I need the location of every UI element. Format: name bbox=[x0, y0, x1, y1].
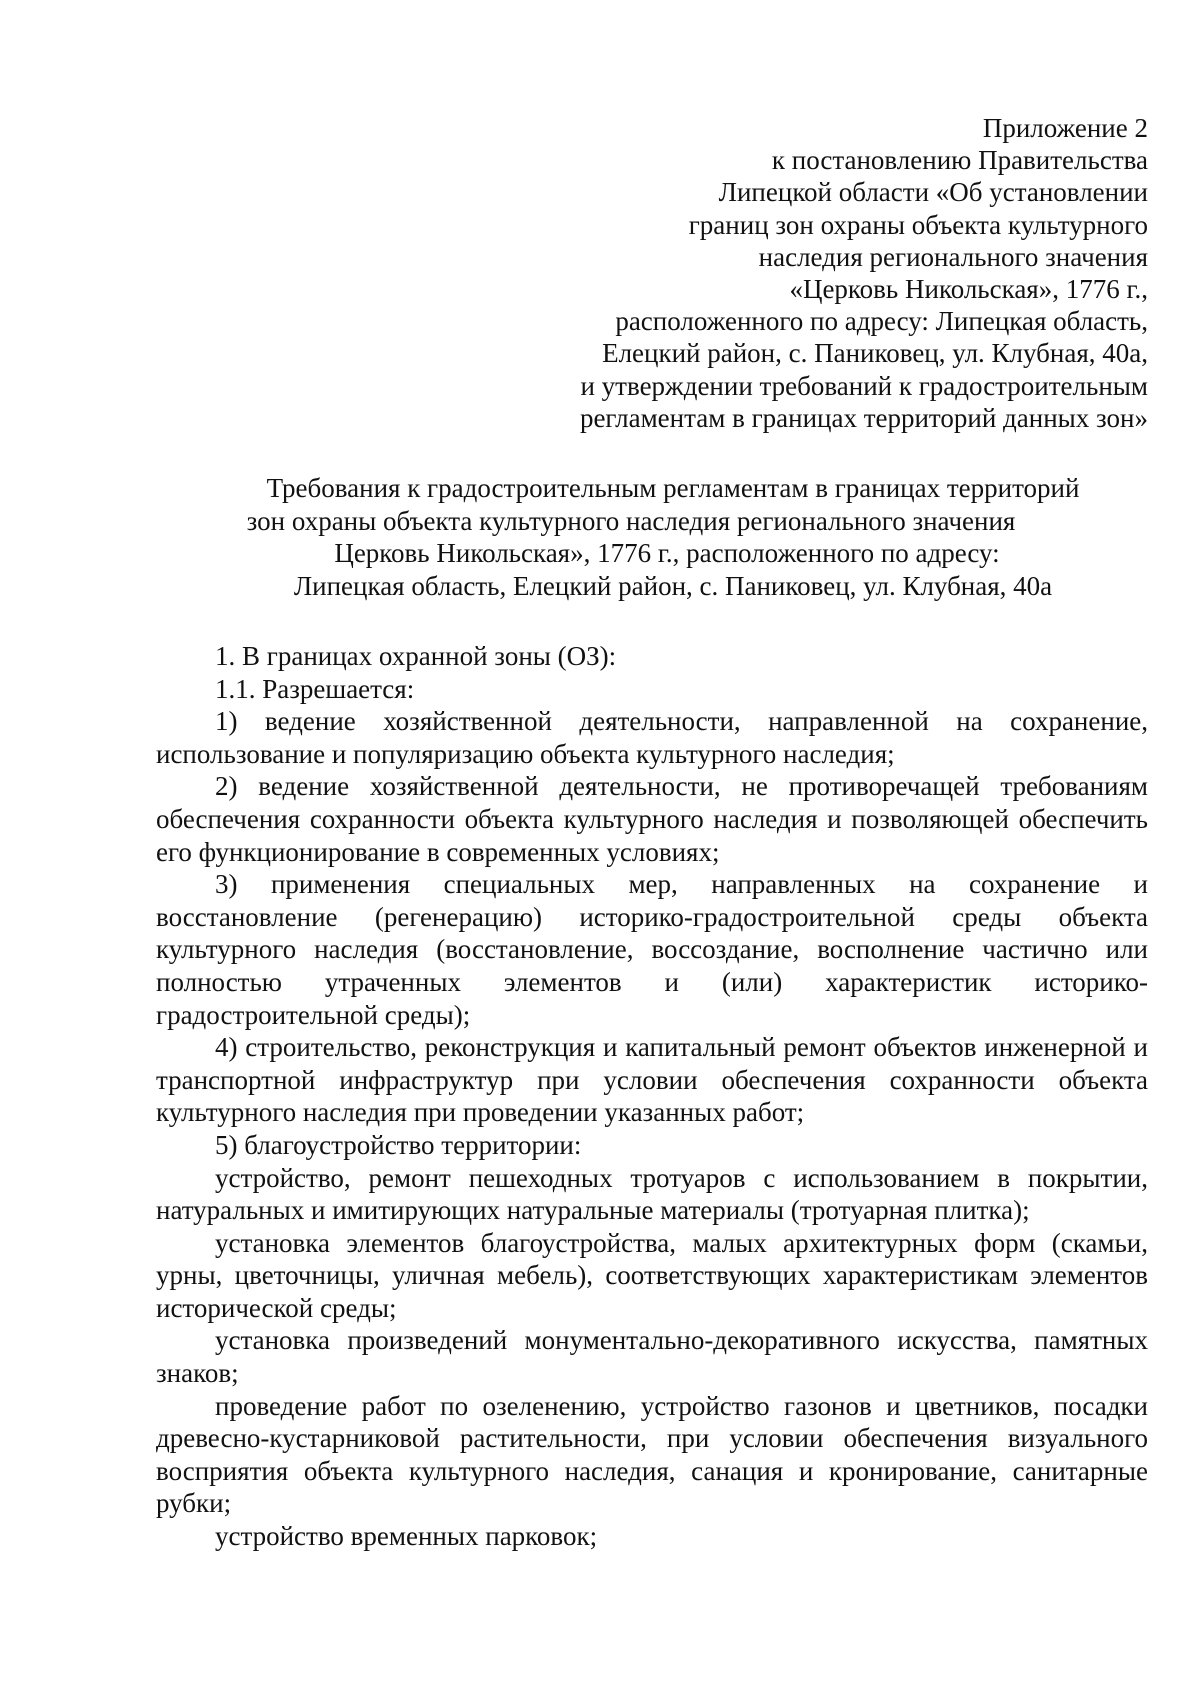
list-item-3: 3) применения специальных мер, направленных на сохранение и восстановление (регенерацию) историко-градостроительной среды объекта культурного наследия (восстановление, воссоздание, восполнение частично или полностью утраченных элементов и (или) характеристик историко-градостроительной среды); bbox=[156, 869, 1148, 1030]
list-item-4: 4) строительство, реконструкция и капитальный ремонт объектов инженерной и транспортной инфраструктур при условии обеспечения сохранности объекта культурного наследия при проведении указанных работ; bbox=[156, 1032, 1148, 1128]
appendix-header-line: расположенного по адресу: Липецкая область, bbox=[615, 306, 1148, 337]
appendix-header-line: Приложение 2 bbox=[982, 113, 1148, 143]
document-title-line: зон охраны объекта культурного наследия регионального значения bbox=[246, 505, 1016, 536]
appendix-header-line: и утверждении требований к градостроительным bbox=[580, 370, 1148, 401]
appendix-header-line: регламентам в границах территорий данных зон» bbox=[579, 402, 1148, 433]
section-heading: 1. В границах охранной зоны (ОЗ): bbox=[215, 641, 617, 671]
subsection-heading: 1.1. Разрешается: bbox=[215, 673, 415, 704]
appendix-header bbox=[508, 112, 1148, 434]
landscaping-item: устройство временных парковок; bbox=[215, 1521, 598, 1552]
list-item-2: 2) ведение хозяйственной деятельности, не противоречащей требованиям обеспечения сохранности объекта культурного наследия и позволяющей обеспечить его функционирование в современных условиях; bbox=[156, 771, 1148, 867]
list-item-5: 5) благоустройство территории: bbox=[215, 1129, 582, 1160]
document-body bbox=[156, 640, 1148, 1553]
document-title-line: Требования к градостроительным регламентам в границах территорий bbox=[266, 473, 1080, 503]
list-item-1: 1) ведение хозяйственной деятельности, направленной на сохранение, использование и популяризацию объекта культурного наследия; bbox=[156, 706, 1148, 769]
appendix-header-line: «Церковь Никольская», 1776 г., bbox=[789, 274, 1148, 305]
appendix-header-line: границ зон охраны объекта культурного bbox=[688, 209, 1148, 240]
landscaping-item: установка элементов благоустройства, малых архитектурных форм (скамьи, урны, цветочницы, уличная мебель), соответствующих характеристикам элементов исторической среды; bbox=[156, 1227, 1148, 1323]
document-title bbox=[150, 472, 1148, 602]
appendix-header-line: Елецкий район, с. Паниковец, ул. Клубная, 40а, bbox=[602, 338, 1148, 369]
landscaping-item: проведение работ по озеленению, устройство газонов и цветников, посадки древесно-кустарниковой растительности, при условии обеспечения визуального восприятия объекта культурного наследия, санация и кронирование, санитарные рубки; bbox=[156, 1390, 1148, 1519]
appendix-header-line: к постановлению Правительства bbox=[771, 145, 1148, 176]
landscaping-item: устройство, ремонт пешеходных тротуаров с использованием в покрытии, натуральных и имитирующих натуральные материалы (тротуарная плитка); bbox=[156, 1162, 1148, 1226]
landscaping-item: установка произведений монументально-декоративного искусства, памятных знаков; bbox=[156, 1325, 1148, 1389]
appendix-header-line: наследия регионального значения bbox=[758, 241, 1148, 272]
document-title-line: Церковь Никольская», 1776 г., расположенного по адресу: bbox=[334, 538, 1000, 568]
appendix-header-line: Липецкой области «Об установлении bbox=[718, 177, 1148, 208]
document-title-line: Липецкая область, Елецкий район, с. Паниковец, ул. Клубная, 40а bbox=[293, 570, 1053, 601]
